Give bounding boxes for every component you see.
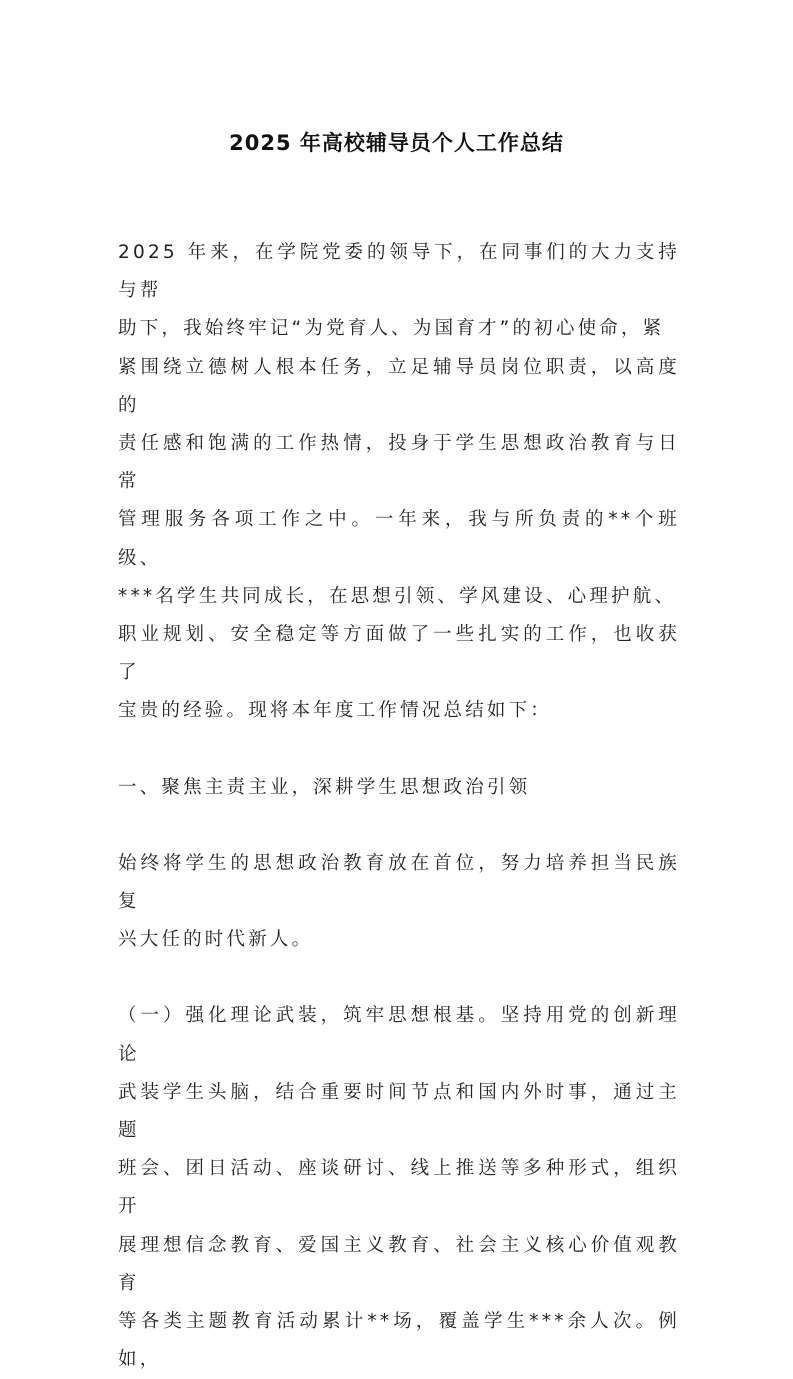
text-line: 管理服务各项工作之中。一年来，我与所负责的**个班级、: [118, 509, 680, 569]
section-heading-1: [118, 769, 680, 807]
text-line: 职业规划、安全稳定等方面做了一些扎实的工作，也收获了: [118, 624, 680, 684]
intro-paragraph: [118, 234, 680, 731]
text-line: 等各类主题教育活动累计**场，覆盖学生***余人次。例如，: [118, 1311, 680, 1371]
text-line: 武装学生头脑，结合重要时间节点和国内外时事，通过主题: [118, 1081, 680, 1142]
text-line: 兴大任的时代新人。: [118, 929, 314, 951]
text-line: ***名学生共同成长，在思想引领、学风建设、心理护航、: [118, 585, 677, 607]
subsection-1-paragraph: [118, 997, 680, 1379]
text-line: 紧围绕立德树人根本任务，立足辅导员岗位职责，以高度的: [118, 356, 680, 416]
text-line: （一）强化理论武装，筑牢思想根基。坚持用党的创新理论: [118, 1005, 680, 1065]
section-1-intro-paragraph: [118, 845, 680, 960]
heading-line: 一、聚焦主责主业，深耕学生思想政治引领: [118, 776, 531, 798]
text-line: 助下，我始终牢记“为党育人、为国育才”的初心使命，紧: [118, 318, 665, 340]
text-line: 宝贵的经验。现将本年度工作情况总结如下：: [118, 700, 553, 722]
document-body: [118, 234, 680, 1379]
text-line: 展理想信念教育、爱国主义教育、社会主义核心价值观教育: [118, 1234, 680, 1294]
text-line: 责任感和饱满的工作热情，投身于学生思想政治教育与日常: [118, 433, 680, 493]
text-line: 2025 年来，在学院党委的领导下，在同事们的大力支持与帮: [118, 242, 680, 302]
text-line: 始终将学生的思想政治教育放在首位，努力培养担当民族复: [118, 852, 680, 913]
document-title: 2025 年高校辅导员个人工作总结: [229, 131, 564, 155]
text-line: 班会、团日活动、座谈研讨、线上推送等多种形式，组织开: [118, 1158, 680, 1218]
